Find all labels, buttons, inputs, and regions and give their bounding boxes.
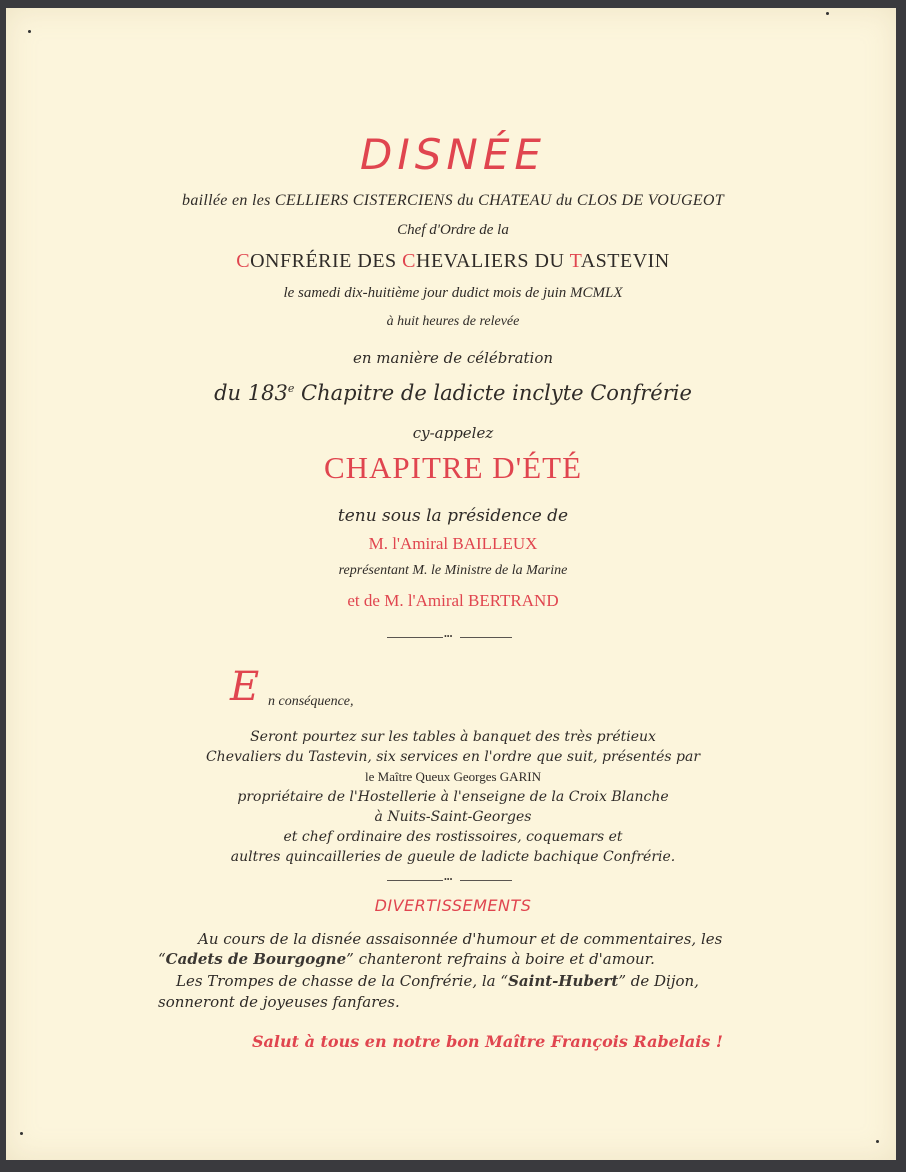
paper-speck (28, 30, 31, 33)
paper-speck (876, 1140, 879, 1143)
paper-speck (826, 12, 829, 15)
saint-hubert: Saint-Hubert (508, 972, 619, 990)
confrerie-part-3: ASTEVIN (580, 250, 670, 272)
amiral-bertrand: et de M. l'Amiral BERTRAND (347, 591, 559, 610)
chapitre-ete-title: CHAPITRE D'ÉTÉ (323, 450, 583, 485)
divert-line-3-start: Les Trompes de chasse de la Confrérie, la “ (176, 972, 509, 990)
confrerie-part-1: ONFRÉRIE DES (250, 250, 403, 272)
consequence-line-1: Seront pourtez sur les tables à banquet des très prétieux (250, 729, 656, 745)
chapitre-183-sup: e (287, 382, 295, 395)
salut-rabelais: Salut à tous en notre bon Maître François Rabelais ! (252, 1032, 723, 1051)
divert-line-4: sonneront de joyeuses fanfares. (158, 993, 400, 1011)
appelez-line: cy-appelez (412, 424, 494, 442)
consequence-line-2: Chevaliers du Tastevin, six services en l'ordre que suit, présentés par (205, 749, 701, 765)
order-line: Chef d'Ordre de la (397, 222, 509, 238)
divert-line-1: Au cours de la disnée assaisonnée d'humour et de commentaires, les (198, 930, 723, 948)
time-line: à huit heures de relevée (386, 314, 520, 329)
divert-line-3-end: ” de Dijon, (618, 972, 699, 990)
cadets-de-bourgogne: Cadets de Bourgogne (165, 950, 347, 968)
consequence-opening: n conséquence, (268, 694, 354, 709)
amiral-bailleux: M. l'Amiral BAILLEUX (368, 534, 538, 553)
chapitre-183-pre: du 183 (214, 381, 288, 405)
consequence-line-7: aultres quincailleries de gueule de ladicte bachique Confrérie. (230, 849, 676, 865)
confrerie-initial-c2: C (402, 250, 417, 272)
consequence-line-6: et chef ordinaire des rostissoires, coquemars et (283, 829, 623, 845)
confrerie-initial-c1: C (236, 250, 251, 272)
divertissements-heading: DIVERTISSEMENTS (374, 896, 532, 915)
representant-line: représentant M. le Ministre de la Marine (338, 563, 568, 578)
divert-line-2-open: “ (158, 950, 166, 968)
consequence-line-3: le Maître Queux Georges GARIN (365, 769, 541, 784)
presidence-line: tenu sous la présidence de (337, 506, 569, 526)
location-line: baillée en les CELLIERS CISTERCIENS du CHATEAU du CLOS DE VOUGEOT (182, 192, 724, 209)
celebration-line: en manière de célébration (352, 349, 554, 367)
consequence-line-4: propriétaire de l'Hostellerie à l'enseigne de la Croix Blanche (237, 789, 669, 805)
chapitre-183-line (0, 381, 906, 405)
consequence-line-5: à Nuits-Saint-Georges (374, 809, 532, 825)
divert-line-3 (176, 972, 699, 990)
divert-line-2-rest: ” chanteront refrains à boire et d'amour. (346, 950, 655, 968)
confrerie-initial-t: T (569, 250, 581, 272)
drop-cap-e: E (230, 664, 260, 710)
confrerie-part-2: HEVALIERS DU (416, 250, 570, 272)
date-line: le samedi dix-huitième jour dudict mois de juin MCMLX (283, 285, 623, 301)
paper-speck (20, 1132, 23, 1135)
menu-title: DISNÉE (360, 130, 546, 179)
confrerie-name (0, 250, 906, 273)
divert-line-2 (158, 950, 655, 968)
chapitre-183-post: Chapitre de ladicte inclyte Confrérie (294, 381, 692, 405)
